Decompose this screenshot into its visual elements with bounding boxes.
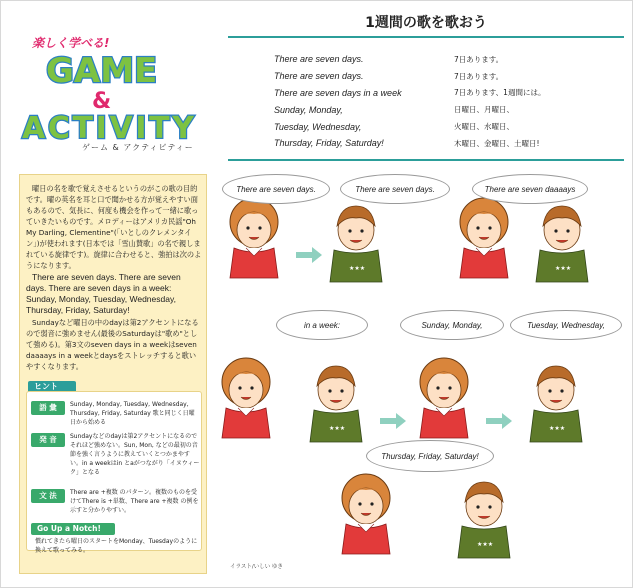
lyric-english: Sunday, Monday, xyxy=(274,104,343,115)
lyric-japanese: 7日あります。 xyxy=(454,54,504,64)
page-title: 1週間の歌を歌おう xyxy=(365,15,487,31)
lyric-japanese: 火曜日、水曜日、 xyxy=(454,122,514,132)
girl-figure xyxy=(230,198,278,278)
lyric-english: There are seven days in a week xyxy=(274,87,402,98)
game-activity-logo xyxy=(20,28,200,158)
girl-figure xyxy=(222,358,270,438)
title-divider xyxy=(228,36,624,38)
lyric-row xyxy=(274,101,624,118)
lyric-english: Tuesday, Wednesday, xyxy=(274,121,362,132)
go-up-a-notch-text: 慣れてきたら曜日のスタートをMonday、Tuesdayのように換えて歌ってみる。 xyxy=(35,538,198,554)
boy-figure xyxy=(536,206,588,282)
logo-ampersand: & xyxy=(92,89,112,114)
intro-text xyxy=(26,183,202,373)
boy-figure xyxy=(530,366,582,442)
arrow-icon xyxy=(380,413,406,429)
lyric-english: Thursday, Friday, Saturday! xyxy=(274,138,384,149)
logo-word-game: GAME xyxy=(46,51,158,91)
hint-text: Sundayなどのdayは第2アクセントになるのでそれほど強めない。Sun, Mon, などの最初の音節を強く言うように教えていくとつかまやすい。in a weekはin とaがつながり「イヌウィーク」となる xyxy=(70,433,200,476)
lyric-row xyxy=(274,51,624,68)
hint-label: 語 彙 xyxy=(31,401,65,415)
intro-paragraph: 曜日の名を歌で覚えさせるというのがこの歌の目的です。曜の英名を耳と口で聞かせる方が覚えやすい面もあるので、気長に、何度も機会を作って一緒に歌っていきたいものです。メロディーはアメリカ民謡"Oh My Darling, Clementine"(「いとしのクレメンタイン」)が使われます(日本では「雪山賛歌」の名で親しまれている旋律です)。旋律に合わせると、強拍は次のようになります。 xyxy=(26,184,202,270)
arrow-icon xyxy=(296,247,322,263)
speech-bubble: There are seven days. xyxy=(222,174,330,204)
lyric-row xyxy=(274,118,624,135)
explanation-panel xyxy=(19,174,207,574)
illustration-artwork: ★★★ xyxy=(216,166,628,576)
hint-text: Sunday, Monday, Tuesday, Wednesday, Thursday, Friday, Saturday 歌と同じく日曜日から始める xyxy=(70,401,195,426)
lyrics-divider xyxy=(228,159,624,161)
hint-label: 文 法 xyxy=(31,489,65,503)
speech-bubble: Thursday, Friday, Saturday! xyxy=(366,440,494,472)
logo-tagline: 楽しく学べる! xyxy=(32,36,110,50)
lyric-row xyxy=(274,68,624,85)
logo-subtitle: ゲーム & アクティビティー xyxy=(82,143,194,152)
lyric-english: There are seven days. xyxy=(274,71,364,82)
girl-figure xyxy=(420,358,468,438)
logo-word-activity: ACTIVITY xyxy=(22,111,194,146)
girl-figure xyxy=(460,198,508,278)
speech-bubble: in a week: xyxy=(276,310,368,340)
lyric-japanese: 木曜日、金曜日、土曜日! xyxy=(454,138,540,148)
speech-bubble: Sunday, Monday, xyxy=(400,310,504,340)
illustration-credit: イラスト/いしい ゆき xyxy=(230,564,283,570)
hint-row-vocabulary xyxy=(31,400,201,427)
girl-figure xyxy=(342,474,390,554)
lyric-row xyxy=(274,135,624,152)
intro-english-lyrics: There are seven days. There are seven days. There are seven days in a week: Sunday, Monday, Tuesday, Wednesday, Thursday, Friday, Saturday! xyxy=(26,272,181,315)
hint-text: There are +複数 のパターン。複数のものを受けてThere is +単数、There are +複数 の例を示すと分かりやすい。 xyxy=(70,489,199,514)
boy-figure xyxy=(310,366,362,442)
intro-paragraph: Sundayなど曜日の中のdayは第2アクセントになるので弱音に強めません(最後のSaturdayは"歌め"として強める)。第3文のseven days in a weekはseven daaaays in a weekとdaysをストレッチすると歌いやすくなります。 xyxy=(26,318,199,371)
hint-heading: ヒント xyxy=(28,381,76,393)
hint-label: 発 音 xyxy=(31,433,65,447)
lyric-row xyxy=(274,85,624,102)
speech-bubble: There are seven daaaays xyxy=(472,174,588,204)
boy-figure xyxy=(458,482,510,558)
speech-bubble: Tuesday, Wednesday, xyxy=(510,310,622,340)
go-up-a-notch-heading: Go Up a Notch! xyxy=(31,523,115,535)
hint-row-pronunciation xyxy=(31,432,201,477)
lyric-japanese: 日曜日、月曜日、 xyxy=(454,105,514,115)
lyric-english: There are seven days. xyxy=(274,54,364,65)
song-lyrics xyxy=(274,51,624,152)
boy-figure xyxy=(330,206,382,282)
speech-bubble: There are seven days. xyxy=(340,174,450,204)
hint-box xyxy=(26,391,202,554)
arrow-icon xyxy=(486,413,512,429)
illustration-area xyxy=(209,166,628,576)
lyric-japanese: 7日あります。 xyxy=(454,71,504,81)
lyric-japanese: 7日あります、1週間には。 xyxy=(454,88,546,98)
hint-row-grammar xyxy=(31,488,201,515)
